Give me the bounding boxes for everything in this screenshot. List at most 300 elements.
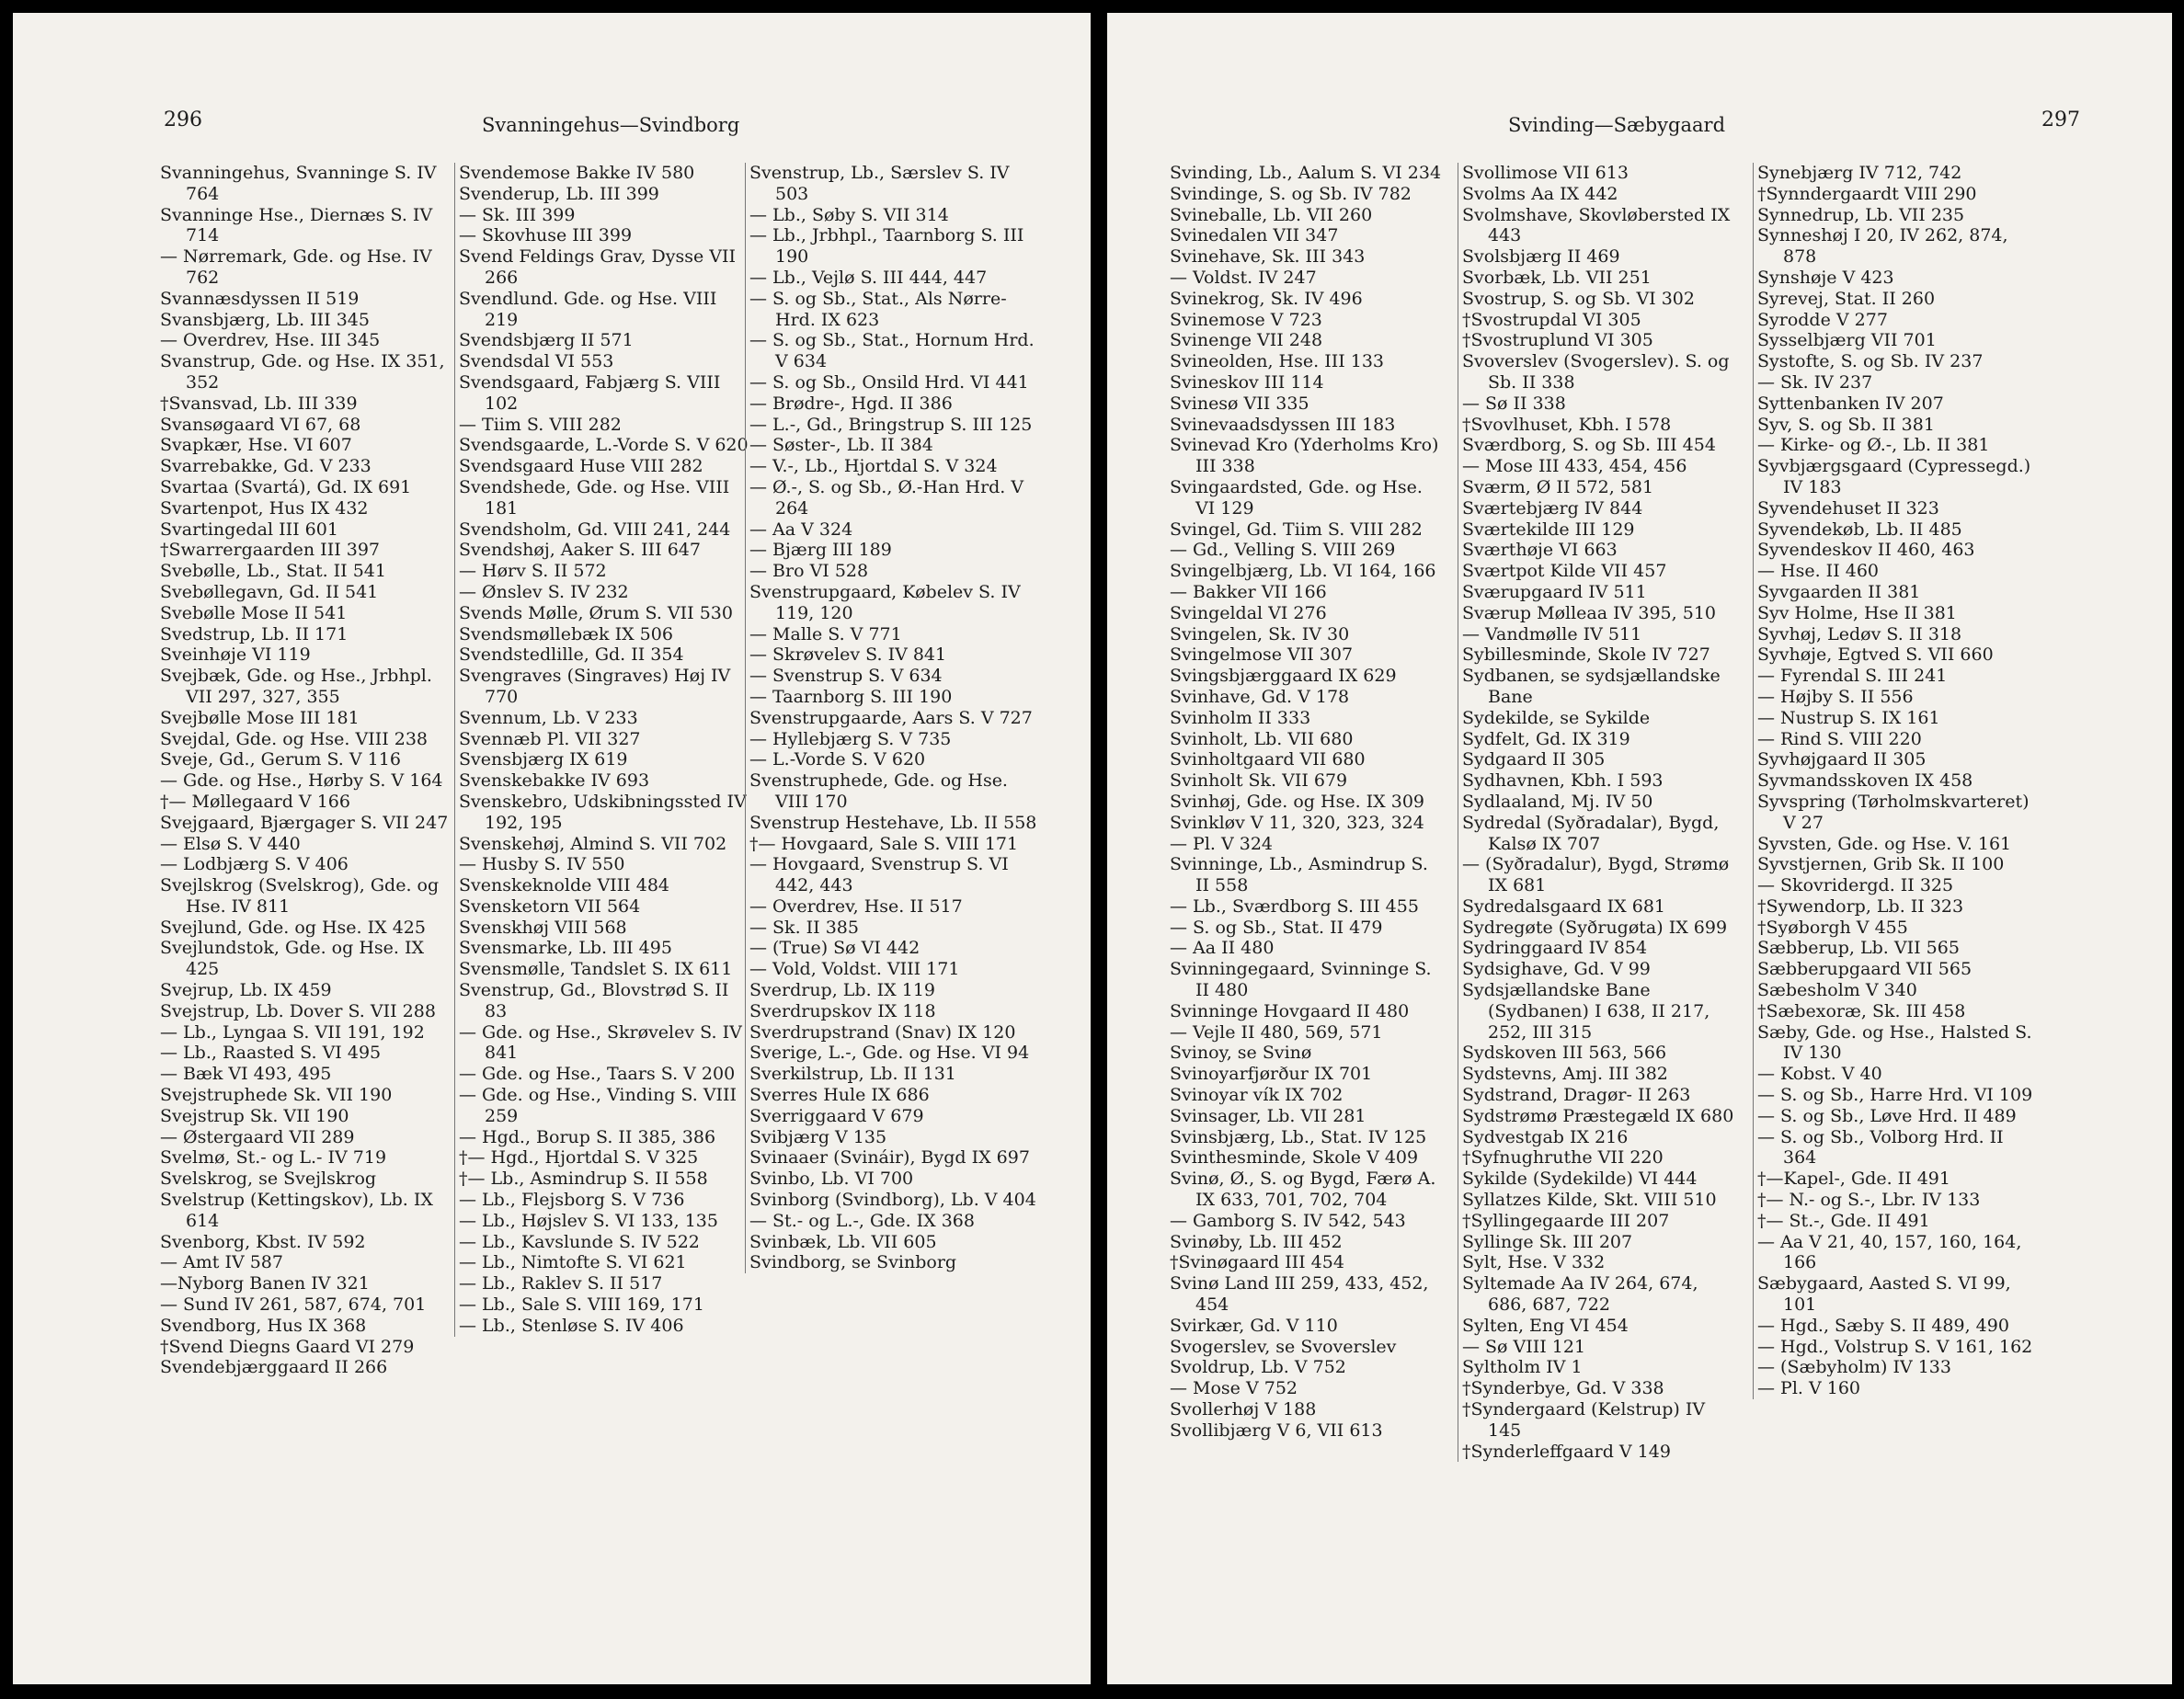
index-entry: Svinehave, Sk. III 343	[1170, 246, 1366, 268]
index-entry: Sydringgaard IV 854	[1462, 938, 1648, 959]
index-entry: Svinsbjærg, Lb., Stat. IV 125	[1170, 1126, 1427, 1147]
index-entry: —Nyborg Banen IV 321	[160, 1273, 370, 1294]
index-entry: Sysselbjærg VII 701	[1757, 330, 1937, 351]
index-entry: Sydekilde, se Sykilde	[1462, 707, 1651, 728]
index-entry: Svibjærg V 135	[749, 1126, 887, 1147]
index-entry: — Lb., Kavslunde S. IV 522	[459, 1231, 700, 1252]
index-entry: Svejrup, Lb. IX 459	[160, 980, 332, 1001]
index-entry: Synshøje V 423	[1757, 267, 1894, 288]
index-entry: — Gd., Velling S. VIII 269	[1170, 540, 1396, 561]
index-entry: Svejbæk, Gde. og Hse., Jrbhpl. VII 297, 327, 355	[160, 666, 432, 707]
index-entry: †— Hovgaard, Sale S. VIII 171	[749, 833, 1019, 854]
index-entry: Svolms Aa IX 442	[1462, 183, 1618, 204]
index-entry: Svinevaadsdyssen III 183	[1170, 414, 1396, 435]
index-entry: — Svenstrup S. V 634	[749, 666, 943, 687]
index-column-3	[745, 163, 1039, 1273]
index-entry: — St.- og L.-, Gde. IX 368	[749, 1210, 975, 1231]
index-entry: Svendsbjærg II 571	[459, 330, 634, 351]
index-entry: Svinholtgaard VII 680	[1170, 749, 1366, 770]
index-entry: — Lb., Jrbhpl., Taarnborg S. III 190	[749, 225, 1024, 268]
index-entry: — Lb., Lyngaa S. VII 191, 192	[160, 1021, 425, 1043]
index-entry: — Skrøvelev S. IV 841	[749, 644, 947, 666]
index-entry: Svindinge, S. og Sb. IV 782	[1170, 183, 1412, 204]
index-entry: — Bro VI 528	[749, 561, 869, 582]
index-entry: Svejgaard, Bjærgager S. VII 247	[160, 812, 449, 833]
index-entry: Svelmø, St.- og L.- IV 719	[160, 1147, 387, 1169]
index-entry: Syvsten, Gde. og Hse. V. 161	[1757, 833, 2012, 854]
index-entry: — S. og Sb., Løve Hrd. II 489	[1757, 1105, 2017, 1126]
index-entry: Sydfelt, Gd. IX 319	[1462, 728, 1630, 749]
index-entry: †Swarrergaarden III 397	[160, 540, 381, 561]
index-entry: Svenderup, Lb. III 399	[459, 183, 659, 204]
index-entry: — Østergaard VII 289	[160, 1126, 355, 1147]
index-entry: — Sø VIII 121	[1462, 1336, 1586, 1357]
index-entry: Sydstevns, Amj. III 382	[1462, 1064, 1668, 1085]
index-entry: — Hørv S. II 572	[459, 561, 607, 582]
index-entry: Svindborg, se Svinborg	[749, 1252, 957, 1273]
index-entry: Sydstrand, Dragør- II 263	[1462, 1085, 1691, 1106]
index-entry: Svartingedal III 601	[160, 519, 338, 540]
index-entry: — S. og Sb., Stat., Als Nørre-Hrd. IX 623	[749, 288, 1007, 330]
index-entry: Sydregøte (Syðrugøta) IX 699	[1462, 917, 1728, 938]
index-entry: Svebøllegavn, Gd. II 541	[160, 581, 379, 602]
index-entry: Sverige, L.-, Gde. og Hse. VI 94	[749, 1043, 1030, 1064]
index-entry: Sydredalsgaard IX 681	[1462, 895, 1665, 917]
index-entry: Svorbæk, Lb. VII 251	[1462, 267, 1652, 288]
index-entry: Svoverslev (Svogerslev). S. og Sb. II 338	[1462, 351, 1730, 393]
index-entry: — Søster-, Lb. II 384	[749, 435, 933, 456]
index-entry: Svejlundstok, Gde. og Hse. IX 425	[160, 938, 424, 980]
index-entry: Svendstedlille, Gd. II 354	[459, 644, 684, 666]
index-entry: Sæby, Gde. og Hse., Halsted S. IV 130	[1757, 1021, 2032, 1064]
index-entry: Svineolden, Hse. III 133	[1170, 351, 1385, 372]
index-entry: Svensmarke, Lb. III 495	[459, 938, 672, 959]
index-entry: Syv Holme, Hse II 381	[1757, 602, 1957, 623]
index-entry: Svinøby, Lb. III 452	[1170, 1231, 1343, 1252]
index-entry: Sveje, Gd., Gerum S. V 116	[160, 749, 401, 770]
index-entry: — L.-, Gd., Bringstrup S. III 125	[749, 414, 1033, 435]
index-entry: — Gde. og Hse., Taars S. V 200	[459, 1064, 736, 1085]
index-entry: — S. og Sb., Harre Hrd. VI 109	[1757, 1085, 2033, 1106]
index-entry: Sydstrømø Præstegæld IX 680	[1462, 1105, 1734, 1126]
index-entry: †— Møllegaard V 166	[160, 791, 350, 812]
running-head: Svinding—Sæbygaard	[1508, 114, 1726, 136]
index-entry: Svinholt Sk. VII 679	[1170, 770, 1348, 792]
index-entry: — Brødre-, Hgd. II 386	[749, 393, 953, 414]
index-entry: — Vold, Voldst. VIII 171	[749, 959, 960, 980]
index-entry: Sæbesholm V 340	[1757, 980, 1917, 1001]
index-entry: †Svend Diegns Gaard VI 279	[160, 1336, 415, 1357]
index-entry: — Skovhuse III 399	[459, 225, 633, 246]
index-entry: — Sund IV 261, 587, 674, 701	[160, 1294, 427, 1316]
index-entry: Svingelbjærg, Lb. VI 164, 166	[1170, 561, 1436, 582]
index-entry: — Bakker VII 166	[1170, 581, 1327, 602]
index-entry: Svenstruphede, Gde. og Hse. VIII 170	[749, 770, 1008, 812]
index-entry: Svinninge Hovgaard II 480	[1170, 1000, 1410, 1021]
index-entry: †Syfnughruthe VII 220	[1462, 1147, 1664, 1169]
index-entry: Svejbølle Mose III 181	[160, 707, 360, 728]
index-entry: Syttenbanken IV 207	[1757, 393, 1944, 414]
index-entry: †— Hgd., Hjortdal S. V 325	[459, 1147, 699, 1169]
index-entry: — Skovridergd. II 325	[1757, 875, 1954, 896]
index-entry: Syltemade Aa IV 264, 674, 686, 687, 722	[1462, 1273, 1698, 1316]
index-entry: Sydbanen, se sydsjællandske Bane	[1462, 666, 1721, 707]
index-entry: — Bjærg III 189	[749, 540, 892, 561]
index-entry: — Pl. V 160	[1757, 1378, 1861, 1399]
index-entry: Sverdrupstrand (Snav) IX 120	[749, 1021, 1016, 1043]
index-entry: Syv, S. og Sb. II 381	[1757, 414, 1935, 435]
index-entry: Svingelen, Sk. IV 30	[1170, 623, 1350, 644]
index-entry: Svansøgaard VI 67, 68	[160, 414, 361, 435]
index-entry: — Hyllebjærg S. V 735	[749, 728, 952, 749]
index-entry: Svinningegaard, Svinninge S. II 480	[1170, 959, 1432, 1001]
index-entry: — L.-Vorde S. V 620	[749, 749, 926, 770]
index-entry: Svenskebro, Udskibningssted IV 192, 195	[459, 791, 747, 833]
index-entry: Svinesø VII 335	[1170, 393, 1309, 414]
index-entry: Svingelmose VII 307	[1170, 644, 1354, 666]
index-entry: Svinoyarfjørður IX 701	[1170, 1064, 1373, 1085]
index-entry: †Svostruplund VI 305	[1462, 330, 1653, 351]
index-entry: — Overdrev, Hse. II 517	[749, 895, 963, 917]
index-entry: Syvmandsskoven IX 458	[1757, 770, 1973, 792]
index-entry: Svinding, Lb., Aalum S. VI 234	[1170, 163, 1442, 183]
index-entry: Svannæsdyssen II 519	[160, 288, 360, 309]
index-entry: Svollibjærg V 6, VII 613	[1170, 1420, 1383, 1441]
index-entry: — Aa V 21, 40, 157, 160, 164, 166	[1757, 1231, 2022, 1273]
index-entry: — Kobst. V 40	[1757, 1064, 1882, 1085]
index-entry: — Gamborg S. IV 542, 543	[1170, 1210, 1406, 1231]
index-entry: — Elsø S. V 440	[160, 833, 301, 854]
index-entry: Syllinge Sk. III 207	[1462, 1231, 1633, 1252]
index-entry: — Ønslev S. IV 232	[459, 581, 629, 602]
index-entry: Syvspring (Tørholmskvarteret) V 27	[1757, 791, 2030, 833]
index-entry: Sværtpot Kilde VII 457	[1462, 561, 1667, 582]
index-entry: Svolsbjærg II 469	[1462, 246, 1620, 268]
index-entry: Sverkilstrup, Lb. II 131	[749, 1064, 956, 1085]
index-entry: — (True) Sø VI 442	[749, 938, 920, 959]
index-entry: Synebjærg IV 712, 742	[1757, 163, 1962, 183]
index-entry: †— N.- og S.-, Lbr. IV 133	[1757, 1190, 1981, 1211]
index-entry: — Vandmølle IV 511	[1462, 623, 1642, 644]
index-column-2	[454, 163, 749, 1337]
index-entry: †Svostrupdal VI 305	[1462, 309, 1641, 330]
index-entry: Svanningehus, Svanninge S. IV 764	[160, 163, 437, 204]
index-entry: Syllatzes Kilde, Skt. VIII 510	[1462, 1190, 1717, 1211]
index-entry: †Synderleffgaard V 149	[1462, 1441, 1671, 1462]
index-entry: †Synderbye, Gd. V 338	[1462, 1378, 1664, 1399]
index-entry: Syvhøjgaard II 305	[1757, 749, 1927, 770]
index-entry: Svedstrup, Lb. II 171	[160, 623, 349, 644]
index-entry: Svinninge, Lb., Asmindrup S. II 558	[1170, 854, 1428, 896]
index-entry: Svinkløv V 11, 320, 323, 324	[1170, 812, 1424, 833]
index-entry: Syvgaarden II 381	[1757, 581, 1921, 602]
index-entry: — Sk. IV 237	[1757, 371, 1873, 393]
index-entry: Svendsmøllebæk IX 506	[459, 623, 673, 644]
index-entry: Sæbberupgaard VII 565	[1757, 959, 1972, 980]
index-entry: Svebølle Mose II 541	[160, 602, 348, 623]
index-entry: — Lodbjærg S. V 406	[160, 854, 349, 875]
left-page	[13, 13, 1091, 1684]
index-entry: Svengraves (Singraves) Høj IV 770	[459, 666, 731, 707]
index-entry: Svejstrup, Lb. Dover S. VII 288	[160, 1000, 436, 1021]
index-entry: †Sæbexoræ, Sk. III 458	[1757, 1000, 1966, 1021]
index-column-3	[1753, 163, 2033, 1399]
index-entry: Sværm, Ø II 572, 581	[1462, 476, 1654, 497]
index-entry: Svenskhøj VIII 568	[459, 917, 627, 938]
index-entry: Sylt, Hse. V 332	[1462, 1252, 1606, 1273]
index-entry: Svenskebakke IV 693	[459, 770, 650, 792]
index-entry: Svinoyar vík IX 702	[1170, 1085, 1344, 1106]
index-entry: Syltholm IV 1	[1462, 1357, 1583, 1378]
index-entry: Svejlund, Gde. og Hse. IX 425	[160, 917, 426, 938]
index-entry: Svensbjærg IX 619	[459, 749, 628, 770]
index-entry: Svendsholm, Gd. VIII 241, 244	[459, 519, 731, 540]
index-entry: Svinevad Kro (Yderholms Kro) III 338	[1170, 435, 1439, 477]
index-entry: Syrevej, Stat. II 260	[1757, 288, 1936, 309]
index-entry: Svendlund. Gde. og Hse. VIII 219	[459, 288, 717, 330]
index-column-2	[1458, 163, 1738, 1462]
index-entry: — V.-, Lb., Hjortdal S. V 324	[749, 456, 998, 477]
index-entry: — Overdrev, Hse. III 345	[160, 330, 381, 351]
index-entry: Svogerslev, se Svoverslev	[1170, 1336, 1397, 1357]
index-entry: Synnedrup, Lb. VII 235	[1757, 204, 1965, 225]
index-entry: — Lb., Raklev S. II 517	[459, 1273, 663, 1294]
index-entry: — Husby S. IV 550	[459, 854, 625, 875]
index-entry: — (Syðradalur), Bygd, Strømø IX 681	[1462, 854, 1730, 896]
index-entry: Svingel, Gd. Tiim S. VIII 282	[1170, 519, 1423, 540]
index-entry: Svejlskrog (Svelskrog), Gde. og Hse. IV 811	[160, 875, 440, 917]
index-entry: Svenstrup, Lb., Særslev S. IV 503	[749, 163, 1010, 204]
index-entry: Systofte, S. og Sb. IV 237	[1757, 351, 1984, 372]
index-entry: Svendsgaarde, L.-Vorde S. V 620	[459, 435, 749, 456]
index-entry: Svinsager, Lb. VII 281	[1170, 1105, 1366, 1126]
index-entry: Svennum, Lb. V 233	[459, 707, 638, 728]
index-entry: Svenstrupgaarde, Aars S. V 727	[749, 707, 1033, 728]
page-number: 297	[2041, 108, 2080, 131]
index-entry: †Svansvad, Lb. III 339	[160, 393, 358, 414]
index-entry: Svingeldal VI 276	[1170, 602, 1327, 623]
index-entry: — Lb., Vejlø S. III 444, 447	[749, 267, 988, 288]
index-entry: Sværtebjærg IV 844	[1462, 497, 1643, 519]
index-entry: Svinø, Ø., S. og Bygd, Færø A. IX 633, 701, 702, 704	[1170, 1169, 1436, 1211]
index-entry: — Aa V 324	[749, 519, 853, 540]
index-entry: Sæbygaard, Aasted S. VI 99, 101	[1757, 1273, 2011, 1316]
index-entry: — (Sæbyholm) IV 133	[1757, 1357, 1951, 1378]
index-entry: — Gde. og Hse., Vinding S. VIII 259	[459, 1085, 738, 1126]
index-entry: Svensketorn VII 564	[459, 895, 641, 917]
index-entry: Syvendekøb, Lb. II 485	[1757, 519, 1962, 540]
index-entry: Svendshede, Gde. og Hse. VIII 181	[459, 476, 730, 519]
index-entry: †Syndergaard (Kelstrup) IV 145	[1462, 1399, 1706, 1441]
index-entry: — Gde. og Hse., Skrøvelev S. IV 841	[459, 1021, 742, 1064]
index-entry: Svapkær, Hse. VI 607	[160, 435, 352, 456]
index-entry: †Sywendorp, Lb. II 323	[1757, 895, 1964, 917]
index-entry: Svinborg (Svindborg), Lb. V 404	[749, 1190, 1036, 1211]
index-entry: — Aa II 480	[1170, 938, 1275, 959]
index-entry: Svansbjærg, Lb. III 345	[160, 309, 370, 330]
index-entry: Svinhave, Gd. V 178	[1170, 686, 1350, 707]
index-entry: — Hgd., Borup S. II 385, 386	[459, 1126, 716, 1147]
index-entry: Svendborg, Hus IX 368	[160, 1315, 367, 1336]
index-entry: Svejdal, Gde. og Hse. VIII 238	[160, 728, 429, 749]
index-entry: — Fyrendal S. III 241	[1757, 666, 1948, 687]
index-entry: — Pl. V 324	[1170, 833, 1274, 854]
index-entry: — S. og Sb., Onsild Hrd. VI 441	[749, 371, 1029, 393]
index-entry: — S. og Sb., Volborg Hrd. II 364	[1757, 1126, 2004, 1169]
index-entry: Syvendehuset II 323	[1757, 497, 1939, 519]
index-entry: — Lb., Nimtofte S. VI 621	[459, 1252, 687, 1273]
index-entry: Svinbæk, Lb. VII 605	[749, 1231, 937, 1252]
index-entry: †Syøborgh V 455	[1757, 917, 1908, 938]
index-column-1	[1170, 163, 1446, 1442]
index-entry: — S. og Sb., Stat. II 479	[1170, 917, 1383, 938]
index-entry: — Lb., Flejsborg S. V 736	[459, 1190, 685, 1211]
index-entry: Svenstrup, Gd., Blovstrød S. II 83	[459, 980, 729, 1021]
index-entry: Svinø Land III 259, 433, 452, 454	[1170, 1273, 1429, 1316]
index-entry: Sværup Mølleaa IV 395, 510	[1462, 602, 1716, 623]
index-entry: Syvstjernen, Grib Sk. II 100	[1757, 854, 2005, 875]
index-entry: Sydhavnen, Kbh. I 593	[1462, 770, 1664, 792]
index-entry: Sværtekilde III 129	[1462, 519, 1635, 540]
index-entry: — Sø II 338	[1462, 393, 1566, 414]
index-entry: Svenstrupgaard, Købelev S. IV 119, 120	[749, 581, 1021, 623]
index-entry: Svendsdal VI 553	[459, 351, 614, 372]
page-number: 296	[164, 108, 202, 131]
index-entry: Sydvestgab IX 216	[1462, 1126, 1629, 1147]
index-entry: Svartaa (Svartá), Gd. IX 691	[160, 476, 412, 497]
index-entry: — S. og Sb., Stat., Hornum Hrd. V 634	[749, 330, 1035, 372]
index-entry: Svendshøj, Aaker S. III 647	[459, 540, 701, 561]
index-entry: Svineskov III 114	[1170, 371, 1324, 393]
running-head: Svanningehus—Svindborg	[482, 114, 740, 136]
index-entry: Svenstrup Hestehave, Lb. II 558	[749, 812, 1037, 833]
index-entry: — Lb., Sværdborg S. III 455	[1170, 895, 1419, 917]
index-entry: Svenskehøj, Almind S. VII 702	[459, 833, 727, 854]
index-entry: Svolmshave, Skovløbersted IX 443	[1462, 204, 1731, 246]
index-entry: Svendebjærggaard II 266	[160, 1357, 388, 1378]
index-entry: Svinthesminde, Skole V 409	[1170, 1147, 1419, 1169]
index-entry: Svinemose V 723	[1170, 309, 1322, 330]
index-entry: Svartenpot, Hus IX 432	[160, 497, 369, 519]
index-entry: Svinhøj, Gde. og Hse. IX 309	[1170, 791, 1424, 812]
index-entry: Sydgaard II 305	[1462, 749, 1606, 770]
index-column-1	[160, 163, 450, 1378]
index-entry: Svirkær, Gd. V 110	[1170, 1315, 1338, 1336]
index-entry: Svendsgaard Huse VIII 282	[459, 456, 703, 477]
index-entry: — Lb., Højslev S. VI 133, 135	[459, 1210, 718, 1231]
index-entry: Sylten, Eng VI 454	[1462, 1315, 1629, 1336]
index-entry: — Mose V 752	[1170, 1378, 1298, 1399]
index-entry: Svanstrup, Gde. og Hse. IX 351, 352	[160, 351, 445, 393]
index-entry: Sykilde (Sydekilde) VI 444	[1462, 1169, 1698, 1190]
index-entry: Svends Mølle, Ørum S. VII 530	[459, 602, 733, 623]
index-entry: Svanninge Hse., Diernæs S. IV 714	[160, 204, 433, 246]
index-entry: Svarrebakke, Gd. V 233	[160, 456, 372, 477]
index-entry: Svinedalen VII 347	[1170, 225, 1339, 246]
index-entry: Sværdborg, S. og Sb. III 454	[1462, 435, 1716, 456]
index-entry: — Højby S. II 556	[1757, 686, 1914, 707]
index-entry: — Tiim S. VIII 282	[459, 414, 622, 435]
index-entry: †Syllingegaarde III 207	[1462, 1210, 1670, 1231]
index-entry: — Hse. II 460	[1757, 561, 1879, 582]
index-entry: Svendemose Bakke IV 580	[459, 163, 695, 183]
index-entry: — Gde. og Hse., Hørby S. V 164	[160, 770, 443, 792]
index-entry: Svinholm II 333	[1170, 707, 1311, 728]
index-entry: Syrodde V 277	[1757, 309, 1888, 330]
index-entry: Svinoy, se Svinø	[1170, 1043, 1312, 1064]
index-entry: Syvhøje, Egtved S. VII 660	[1757, 644, 1994, 666]
index-entry: Svollerhøj V 188	[1170, 1399, 1317, 1420]
right-page	[1107, 13, 2172, 1684]
index-entry: Svollimose VII 613	[1462, 163, 1629, 183]
index-entry: Sæbberup, Lb. VII 565	[1757, 938, 1960, 959]
index-entry: — Mose III 433, 454, 456	[1462, 456, 1687, 477]
index-entry: †Svovlhuset, Kbh. I 578	[1462, 414, 1672, 435]
index-entry: — Lb., Stenløse S. IV 406	[459, 1315, 684, 1336]
index-entry: Svejstruphede Sk. VII 190	[160, 1085, 393, 1106]
index-entry: Svensmølle, Tandslet S. IX 611	[459, 959, 733, 980]
index-entry: Svend Feldings Grav, Dysse VII 266	[459, 246, 736, 288]
index-entry: Svendsgaard, Fabjærg S. VIII 102	[459, 371, 721, 414]
index-entry: — Lb., Søby S. VII 314	[749, 204, 949, 225]
index-entry: — Taarnborg S. III 190	[749, 686, 953, 707]
index-entry: Sverdrup, Lb. IX 119	[749, 980, 935, 1001]
index-entry: Sverriggaard V 679	[749, 1105, 924, 1126]
index-entry: Svineballe, Lb. VII 260	[1170, 204, 1373, 225]
index-entry: Sybillesminde, Skole IV 727	[1462, 644, 1710, 666]
index-entry: Sydsighave, Gd. V 99	[1462, 959, 1651, 980]
index-entry: †—Kapel-, Gde. II 491	[1757, 1169, 1950, 1190]
index-entry: — Ø.-, S. og Sb., Ø.-Han Hrd. V 264	[749, 476, 1024, 519]
index-entry: Svingaardsted, Gde. og Hse. VI 129	[1170, 476, 1423, 519]
index-entry: Svebølle, Lb., Stat. II 541	[160, 561, 386, 582]
index-entry: Sverdrupskov IX 118	[749, 1000, 936, 1021]
index-entry: Sydredal (Syðradalar), Bygd, Kalsø IX 707	[1462, 812, 1720, 854]
index-entry: — Rind S. VIII 220	[1757, 728, 1922, 749]
index-entry: Svejstrup Sk. VII 190	[160, 1105, 349, 1126]
index-entry: Svinaaer (Svináir), Bygd IX 697	[749, 1147, 1030, 1169]
index-entry: — Voldst. IV 247	[1170, 267, 1317, 288]
index-entry: — Malle S. V 771	[749, 623, 902, 644]
index-entry: Svoldrup, Lb. V 752	[1170, 1357, 1346, 1378]
index-entry: Svinekrog, Sk. IV 496	[1170, 288, 1363, 309]
index-entry: Svenskeknolde VIII 484	[459, 875, 669, 896]
index-entry: Svinbo, Lb. VI 700	[749, 1169, 914, 1190]
index-entry: Svinenge VII 248	[1170, 330, 1323, 351]
index-entry: Svennæb Pl. VII 327	[459, 728, 641, 749]
index-entry: — Hgd., Volstrup S. V 161, 162	[1757, 1336, 2033, 1357]
index-entry: Sydlaaland, Mj. IV 50	[1462, 791, 1653, 812]
index-entry: Sværupgaard IV 511	[1462, 581, 1647, 602]
index-entry: Sydsjællandske Bane (Sydbanen) I 638, II 217, 252, III 315	[1462, 980, 1710, 1043]
index-entry: — Vejle II 480, 569, 571	[1170, 1021, 1383, 1043]
index-entry: Svelskrog, se Svejlskrog	[160, 1169, 377, 1190]
index-entry: — Hovgaard, Svenstrup S. VI 442, 443	[749, 854, 1009, 896]
index-entry: — Sk. III 399	[459, 204, 576, 225]
index-entry: — Amt IV 587	[160, 1252, 283, 1273]
index-entry: †— St.-, Gde. II 491	[1757, 1210, 1930, 1231]
index-entry: Svelstrup (Kettingskov), Lb. IX 614	[160, 1190, 433, 1231]
index-entry: Svinholt, Lb. VII 680	[1170, 728, 1354, 749]
index-entry: — Bæk VI 493, 495	[160, 1064, 332, 1085]
index-entry: Svenborg, Kbst. IV 592	[160, 1231, 366, 1252]
index-entry: Synneshøj I 20, IV 262, 874, 878	[1757, 225, 2008, 268]
index-entry: — Nørremark, Gde. og Hse. IV 762	[160, 246, 432, 288]
index-entry: †Synndergaardt VIII 290	[1757, 183, 1977, 204]
index-entry: †Svinøgaard III 454	[1170, 1252, 1344, 1273]
index-entry: — Kirke- og Ø.-, Lb. II 381	[1757, 435, 1990, 456]
index-entry: †— Lb., Asmindrup S. II 558	[459, 1169, 708, 1190]
